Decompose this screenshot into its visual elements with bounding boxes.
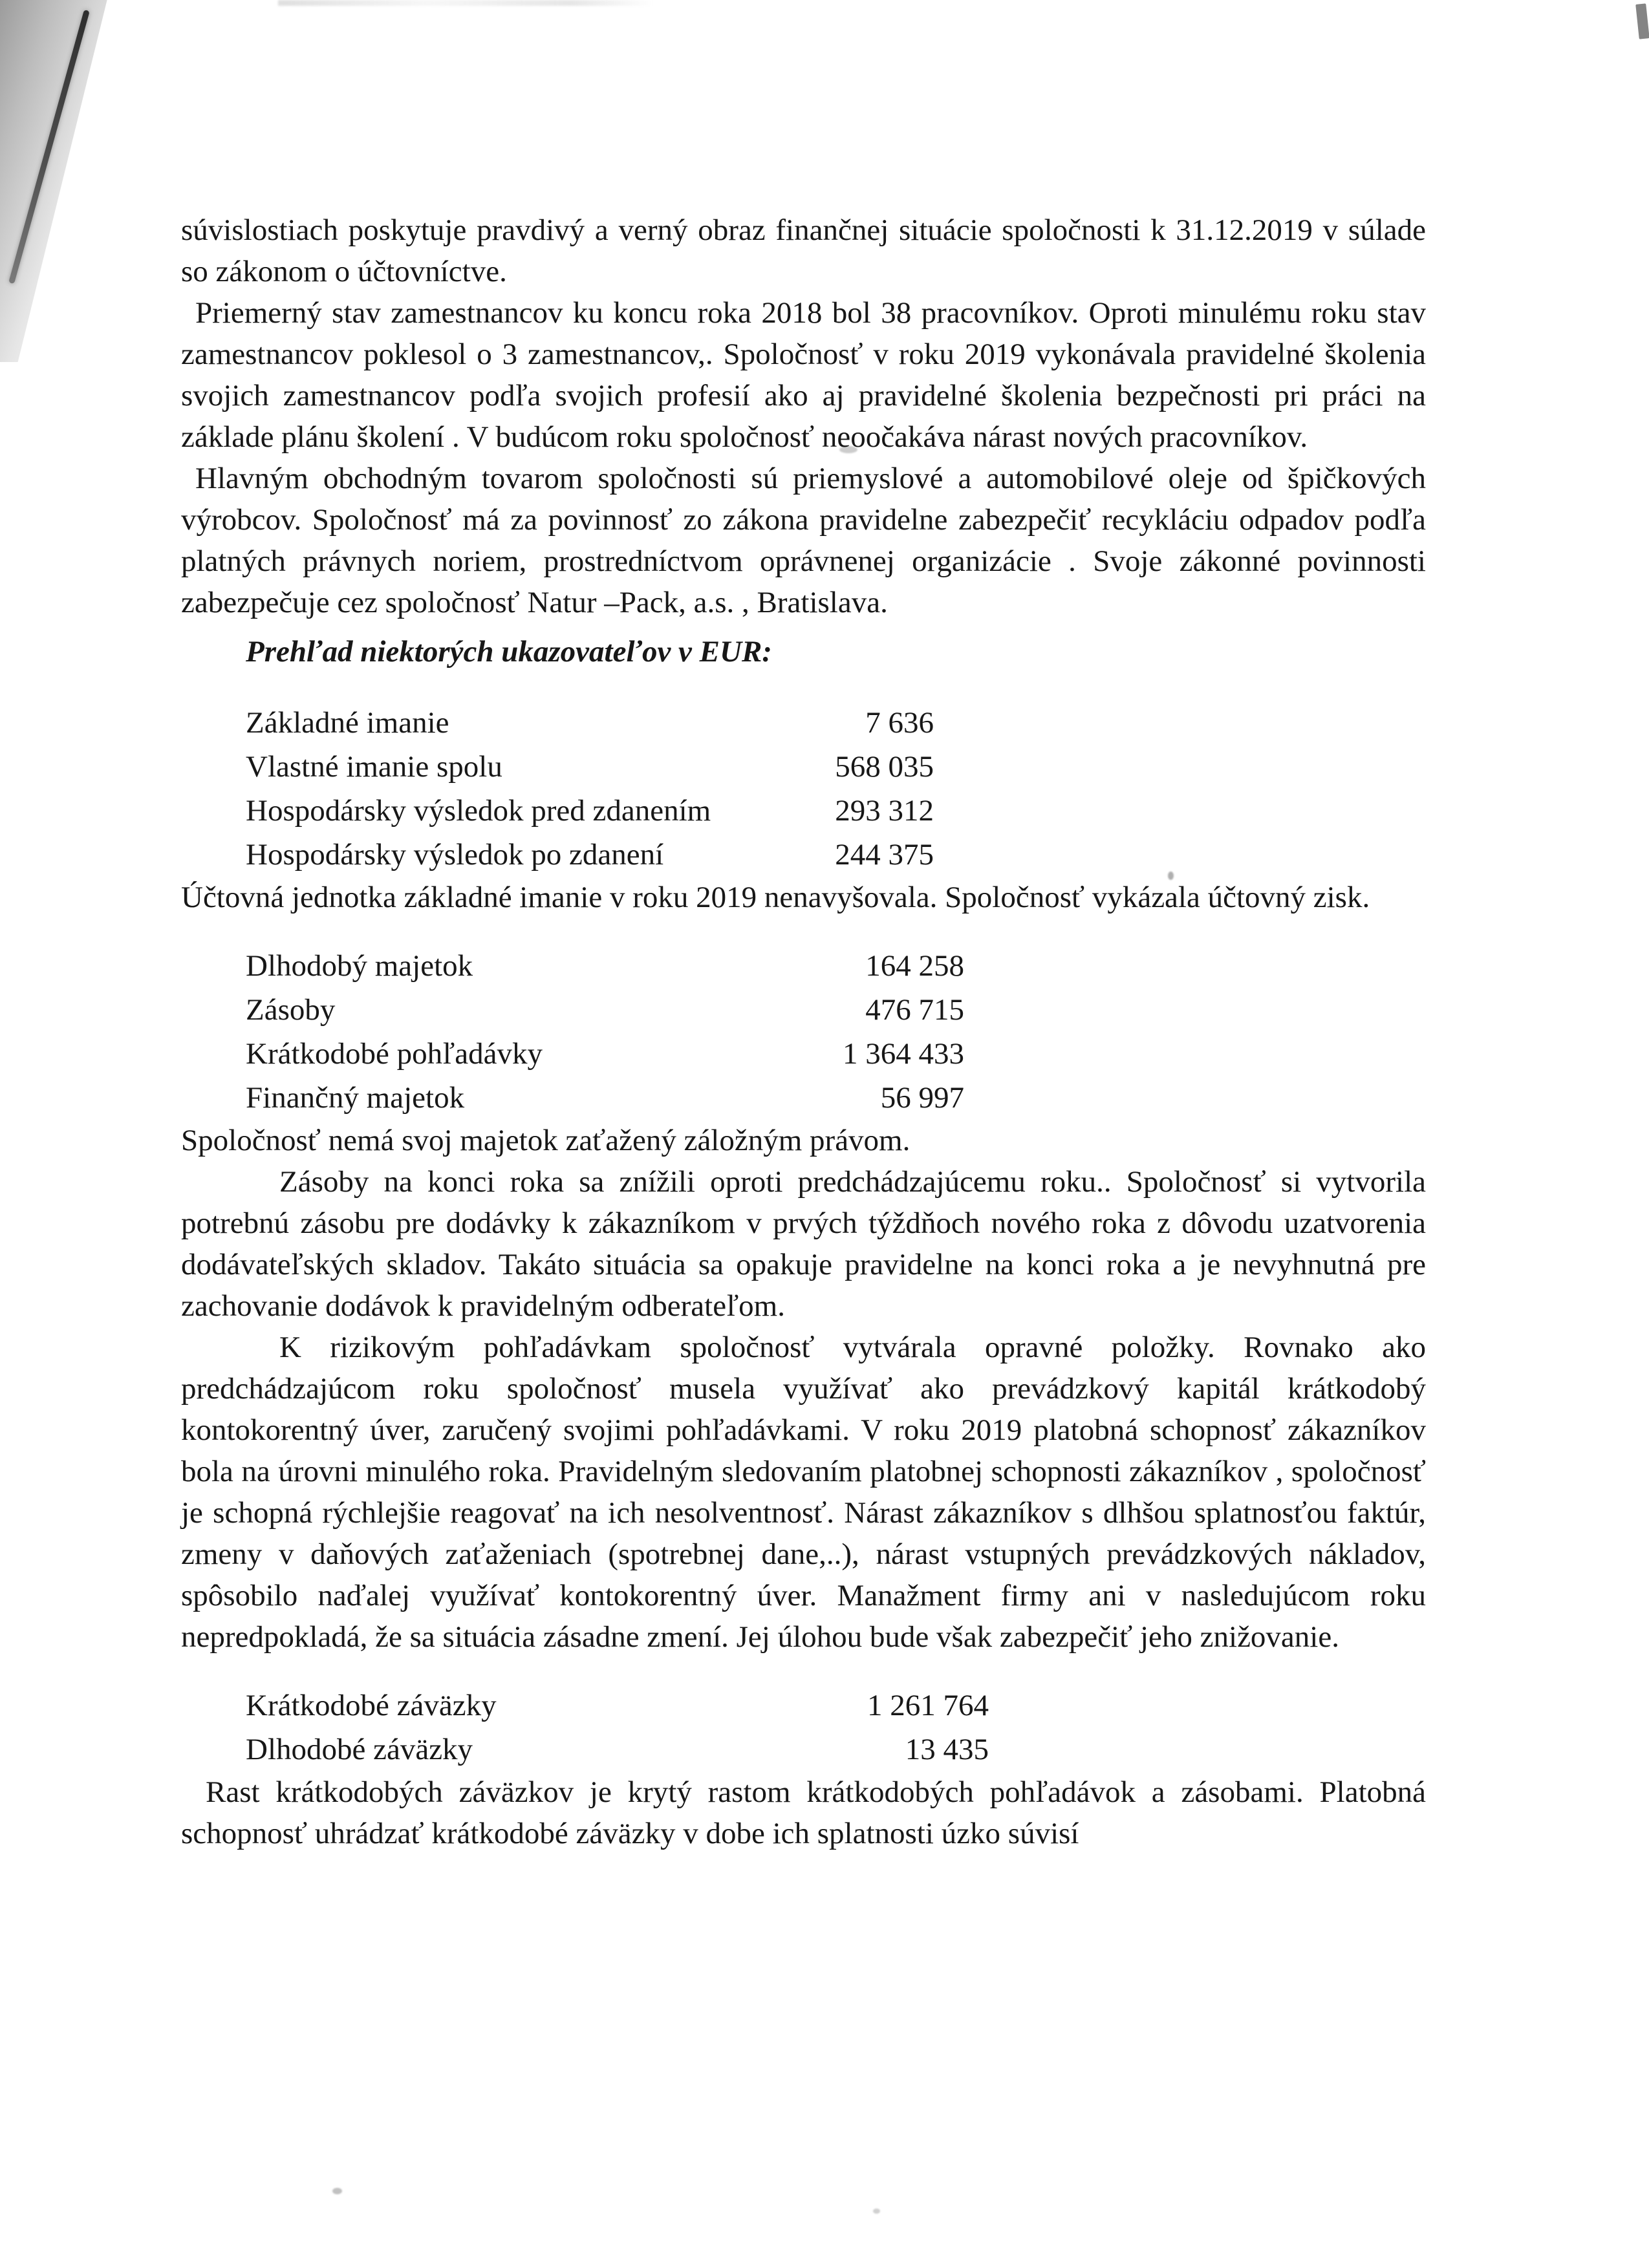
- row-value: 1 364 433: [843, 1037, 964, 1071]
- paragraph-equity-note: Účtovná jednotka základné imanie v roku 2019 nenavyšovala. Spoločnosť vykázala účtovný zisk.: [181, 881, 1370, 914]
- row-value: 476 715: [865, 993, 964, 1027]
- paragraph-receivables: K rizikovým pohľadávkam spoločnosť vytvárala opravné položky. Rovnako ako predchádzajúcom roku spoločnosť musela využívať ako prevádzkový kapitál krátkodobý kontokorentný úver, zaručený svojimi pohľadávkami. V roku 2019 platobná schopnosť zákazníkov bola na úrovni minulého roka. Pravidelným sledovaním platobnej schopnosti zákazníkov , spoločnosť je schopná rýchlejšie reagovať na ich nesolventnosť. Nárast zákazníkov s dlhšou splatnosťou faktúr, zmeny v daňových zaťaženiach (spotrebnej dane,..), nárast vstupných prevádzkových nákladov, spôsobilo naďalej využívať kontokorentný úver. Manažment firmy ani v nasledujúcom roku nepredpokladá, že sa situácia zásadne zmení. Jej úlohou bude však zabezpečiť jeho znižovanie.: [181, 1331, 1426, 1654]
- scan-corner-shadow: [0, 0, 149, 362]
- paragraph-employees: Priemerný stav zamestnancov ku koncu roka 2018 bol 38 pracovníkov. Oproti minulému roku stav zamestnancov poklesol o 3 zamestnancov,. Spoločnosť v roku 2019 vykonávala pravidelné školenia svojich zamestnancov podľa svojich profesií ako aj pravidelné školenia bezpečnosti pri práci na základe plánu školení . V budúcom roku spoločnosť neoočakáva nárast nových pracovníkov.: [181, 296, 1426, 454]
- row-label: Základné imanie: [246, 706, 449, 740]
- table-row: [246, 1032, 1426, 1076]
- row-label: Finančný majetok: [246, 1081, 465, 1115]
- row-label: Vlastné imanie spolu: [246, 750, 502, 784]
- table-row: [246, 701, 1426, 745]
- row-label: Krátkodobé pohľadávky: [246, 1037, 543, 1071]
- row-value: 7 636: [865, 706, 934, 740]
- indicators-table: [246, 701, 1426, 877]
- table-row: [246, 1684, 1426, 1728]
- row-value: 13 435: [905, 1733, 989, 1766]
- row-value: 1 261 764: [867, 1689, 989, 1722]
- table-row: [246, 833, 1426, 877]
- paragraph-inventory: Zásoby na konci roka sa znížili oproti predchádzajúcemu roku.. Spoločnosť si vytvorila potrebnú zásobu pre dodávky k zákazníkom v prvých týždňoch nového roka z dôvodu uzatvorenia dodávateľských skladov. Takáto situácia sa opakuje pravidelne na konci roka a je nevyhnutná pre zachovanie dodávok k pravidelným odberateľom.: [181, 1165, 1426, 1323]
- row-label: Hospodársky výsledok pred zdanením: [246, 794, 711, 828]
- liabilities-table: [246, 1684, 1426, 1771]
- scan-speckle: [332, 2188, 342, 2194]
- table-row: [246, 1728, 1426, 1771]
- table-row: [246, 1076, 1426, 1120]
- row-label: Dlhodobé záväzky: [246, 1733, 473, 1766]
- section-heading-indicators: Prehľad niektorých ukazovateľov v EUR:: [246, 635, 772, 669]
- table-row: [246, 789, 1426, 833]
- row-label: Krátkodobé záväzky: [246, 1689, 497, 1722]
- scan-top-right-mark: [1635, 3, 1649, 39]
- scan-speckle: [873, 2209, 880, 2214]
- table-row: [246, 988, 1426, 1032]
- row-label: Zásoby: [246, 993, 336, 1027]
- row-value: 568 035: [835, 750, 934, 784]
- row-value: 244 375: [835, 838, 934, 872]
- paragraph-business: Hlavným obchodným tovarom spoločnosti sú priemyslové a automobilové oleje od špičkových výrobcov. Spoločnosť má za povinnosť zo zákona pravidelne zabezpečiť recykláciu odpadov podľa platných právnych noriem, prostredníctvom oprávnenej organizácie . Svoje zákonné povinnosti zabezpečuje cez spoločnosť Natur –Pack, a.s. , Bratislava.: [181, 462, 1426, 619]
- row-label: Hospodársky výsledok po zdanení: [246, 838, 664, 872]
- document-body: [181, 209, 1426, 1854]
- row-value: 164 258: [865, 949, 964, 983]
- table-row: [246, 944, 1426, 988]
- row-label: Dlhodobý majetok: [246, 949, 473, 983]
- row-value: 56 997: [880, 1081, 964, 1115]
- scan-top-smudge: [278, 0, 653, 6]
- paragraph-closing: Rast krátkodobých záväzkov je krytý rastom krátkodobých pohľadávok a zásobami. Platobná schopnosť uhrádzať krátkodobé záväzky v dobe ich splatnosti úzko súvisí: [181, 1775, 1426, 1850]
- table-row: [246, 745, 1426, 789]
- paragraph-pledge: Spoločnosť nemá svoj majetok zaťažený záložným právom.: [181, 1124, 911, 1157]
- row-value: 293 312: [835, 794, 934, 828]
- assets-table: [246, 944, 1426, 1120]
- scan-corner-fold-line: [8, 10, 90, 284]
- paragraph-intro: súvislostiach poskytuje pravdivý a verný obraz finančnej situácie spoločnosti k 31.12.2019 v súlade so zákonom o účtovníctve.: [181, 213, 1426, 288]
